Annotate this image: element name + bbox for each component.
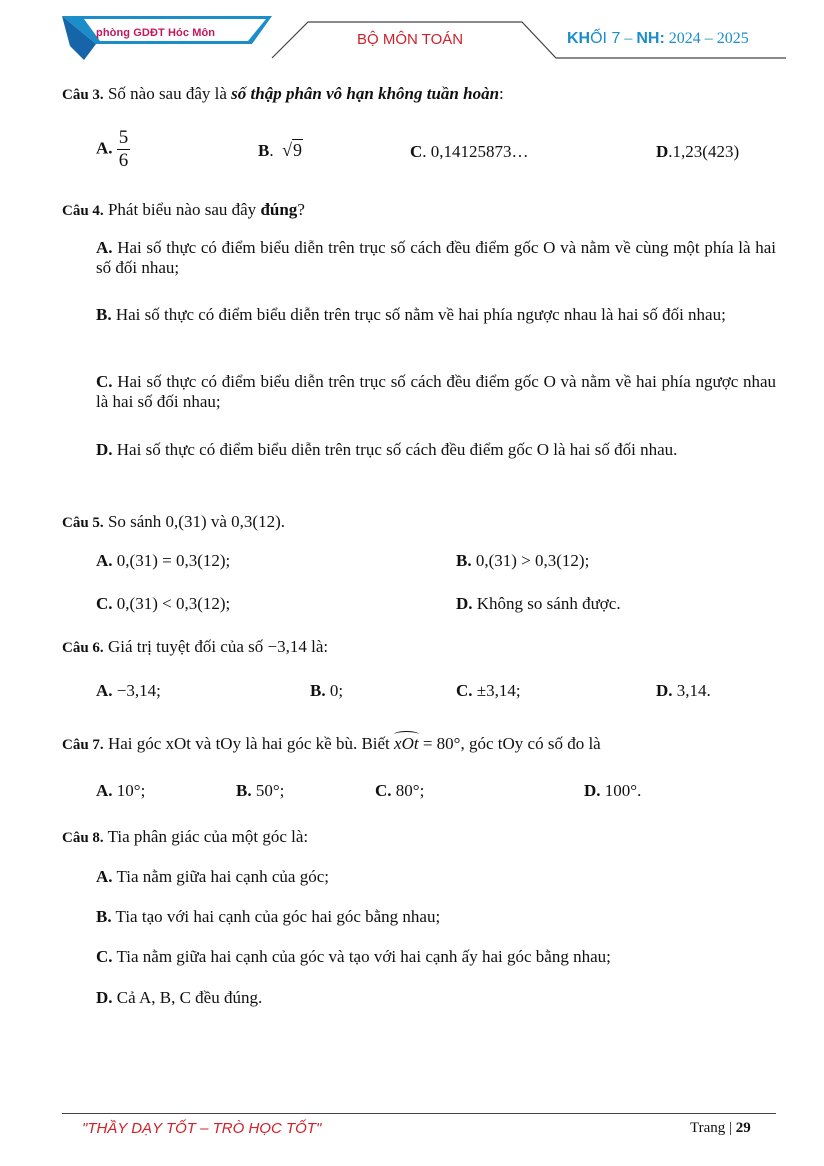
sqrt-expression: √9	[282, 140, 302, 160]
question-6	[62, 636, 328, 659]
subject-title: BỘ MÔN TOÁN	[357, 31, 464, 48]
fraction-numerator: 5	[118, 127, 129, 148]
option-b[interactable]	[236, 780, 284, 801]
option-c[interactable]	[96, 593, 230, 614]
option-text: 80°;	[391, 781, 425, 800]
option-label: B.	[96, 907, 112, 926]
option-text: Tia nằm giữa hai cạnh của góc và tạo với hai cạnh ấy hai góc bằng nhau;	[112, 947, 611, 966]
option-text: .1,23(423)	[668, 142, 740, 161]
grade-nh: NH:	[636, 30, 665, 47]
page-number-value: 29	[735, 1120, 751, 1136]
question-label: Câu 4.	[62, 203, 104, 219]
option-text: 0,(31) < 0,3(12);	[112, 594, 231, 613]
option-label: A.	[96, 138, 113, 158]
option-text: . 0,14125873…	[422, 142, 529, 161]
question-emphasis: số thập phân vô hạn không tuần hoàn	[231, 84, 500, 103]
option-text: 0,(31) > 0,3(12);	[471, 551, 590, 570]
option-d[interactable]	[96, 440, 776, 460]
option-text: 100°.	[600, 781, 642, 800]
option-dot: .	[269, 141, 274, 160]
option-b[interactable]	[310, 680, 343, 701]
question-label: Câu 5.	[62, 515, 104, 531]
option-label: C.	[375, 781, 392, 800]
option-b[interactable]	[96, 906, 440, 927]
option-text: ±3,14;	[472, 681, 521, 700]
option-a[interactable]	[96, 238, 776, 278]
option-label: A.	[96, 781, 113, 800]
option-label: A.	[96, 551, 113, 570]
option-c[interactable]	[410, 141, 529, 162]
question-4	[62, 199, 305, 222]
option-a[interactable]	[96, 550, 230, 571]
option-text: 50°;	[251, 781, 285, 800]
option-text: Hai số thực có điểm biểu diễn trên trục số cách đều điểm gốc O là hai số đối nhau.	[112, 440, 678, 459]
option-label: B.	[310, 681, 326, 700]
option-text: Hai số thực có điểm biểu diễn trên trục số cách đều điểm gốc O và nằm về cùng một phía là hai số đối nhau;	[96, 238, 776, 277]
grade-rest: ỐI 7	[590, 30, 621, 47]
option-a[interactable]	[96, 866, 329, 887]
option-c[interactable]	[96, 946, 611, 967]
page-label: Trang |	[690, 1120, 736, 1136]
grade-dash: –	[620, 30, 637, 47]
option-label: B	[258, 141, 270, 160]
question-text: Phát biểu nào sau đây	[103, 200, 261, 219]
question-text: Hai góc xOt và tOy là hai góc kề bù. Biết	[103, 734, 395, 753]
option-c[interactable]	[456, 680, 521, 701]
option-text: 0;	[325, 681, 344, 700]
question-label: Câu 3.	[62, 87, 104, 103]
question-5	[62, 511, 285, 534]
question-text-end: ?	[297, 200, 305, 219]
option-label: D	[656, 142, 669, 161]
option-label: D.	[656, 681, 673, 700]
option-a[interactable]	[96, 127, 130, 172]
question-label: Câu 8.	[62, 830, 104, 846]
option-d[interactable]	[456, 593, 621, 614]
option-label: B.	[96, 305, 112, 324]
option-a[interactable]	[96, 680, 161, 701]
angle-value: = 80°	[418, 734, 461, 753]
option-b[interactable]	[258, 140, 303, 161]
option-label: C.	[96, 947, 113, 966]
option-text: Hai số thực có điểm biểu diễn trên trục số cách đều điểm gốc O và nằm về hai phía ngược nhau là hai số đối nhau;	[96, 372, 776, 411]
page-number	[690, 1120, 751, 1137]
option-label: A.	[96, 867, 113, 886]
option-b[interactable]	[456, 550, 589, 571]
footer-divider	[62, 1113, 776, 1114]
fraction	[117, 127, 131, 172]
option-label: D.	[96, 440, 113, 459]
option-text: 0,(31) = 0,3(12);	[112, 551, 231, 570]
option-label: A.	[96, 681, 113, 700]
option-text: 3,14.	[672, 681, 711, 700]
option-d[interactable]	[656, 680, 711, 701]
grade-year-value: 2024 – 2025	[664, 30, 749, 47]
option-label: A.	[96, 238, 113, 257]
footer-slogan: "THẦY DẠY TỐT – TRÒ HỌC TỐT"	[82, 1120, 322, 1137]
option-text: −3,14;	[112, 681, 161, 700]
option-text: Tia tạo với hai cạnh của góc hai góc bằng nhau;	[111, 907, 441, 926]
question-8	[62, 826, 308, 849]
option-text: Tia nằm giữa hai cạnh của góc;	[112, 867, 329, 886]
option-text: Cả A, B, C đều đúng.	[112, 988, 263, 1007]
option-a[interactable]	[96, 780, 145, 801]
option-c[interactable]	[96, 372, 776, 412]
fraction-denominator: 6	[118, 150, 129, 171]
question-text-end: , góc tOy có số đo là	[460, 734, 601, 753]
option-label: B.	[236, 781, 252, 800]
option-label: C.	[96, 594, 113, 613]
option-text: 10°;	[112, 781, 146, 800]
question-emphasis: đúng	[260, 200, 298, 219]
option-label: C.	[456, 681, 473, 700]
angle-notation: xOt	[394, 734, 419, 753]
page-header	[0, 0, 824, 80]
question-text: Tia phân giác của một góc là:	[103, 827, 309, 846]
grade-kh: KH	[567, 30, 591, 47]
option-label: D.	[96, 988, 113, 1007]
question-3	[62, 83, 504, 106]
question-text: So sánh 0,(31) và 0,3(12).	[103, 512, 285, 531]
option-d[interactable]	[584, 780, 641, 801]
question-text: Giá trị tuyệt đối của số −3,14 là:	[103, 637, 329, 656]
question-label: Câu 6.	[62, 640, 104, 656]
question-text: Số nào sau đây là	[103, 84, 232, 103]
question-label: Câu 7.	[62, 737, 104, 753]
option-d[interactable]	[96, 987, 262, 1008]
school-badge-text: phòng GDĐT Hóc Môn	[96, 27, 216, 39]
option-label: C.	[96, 372, 113, 391]
option-label: D.	[456, 594, 473, 613]
grade-year	[567, 30, 749, 48]
question-text-end: :	[499, 84, 504, 103]
option-c[interactable]	[375, 780, 424, 801]
question-7	[62, 733, 601, 756]
option-label: D.	[584, 781, 601, 800]
option-text: Hai số thực có điểm biểu diễn trên trục số nằm về hai phía ngược nhau là hai số đối nhau;	[111, 305, 726, 324]
option-label: C	[410, 142, 423, 161]
option-b[interactable]	[96, 305, 776, 325]
radicand: 9	[292, 140, 302, 160]
option-text: Không so sánh được.	[472, 594, 621, 613]
option-d[interactable]	[656, 141, 739, 162]
option-label: B.	[456, 551, 472, 570]
